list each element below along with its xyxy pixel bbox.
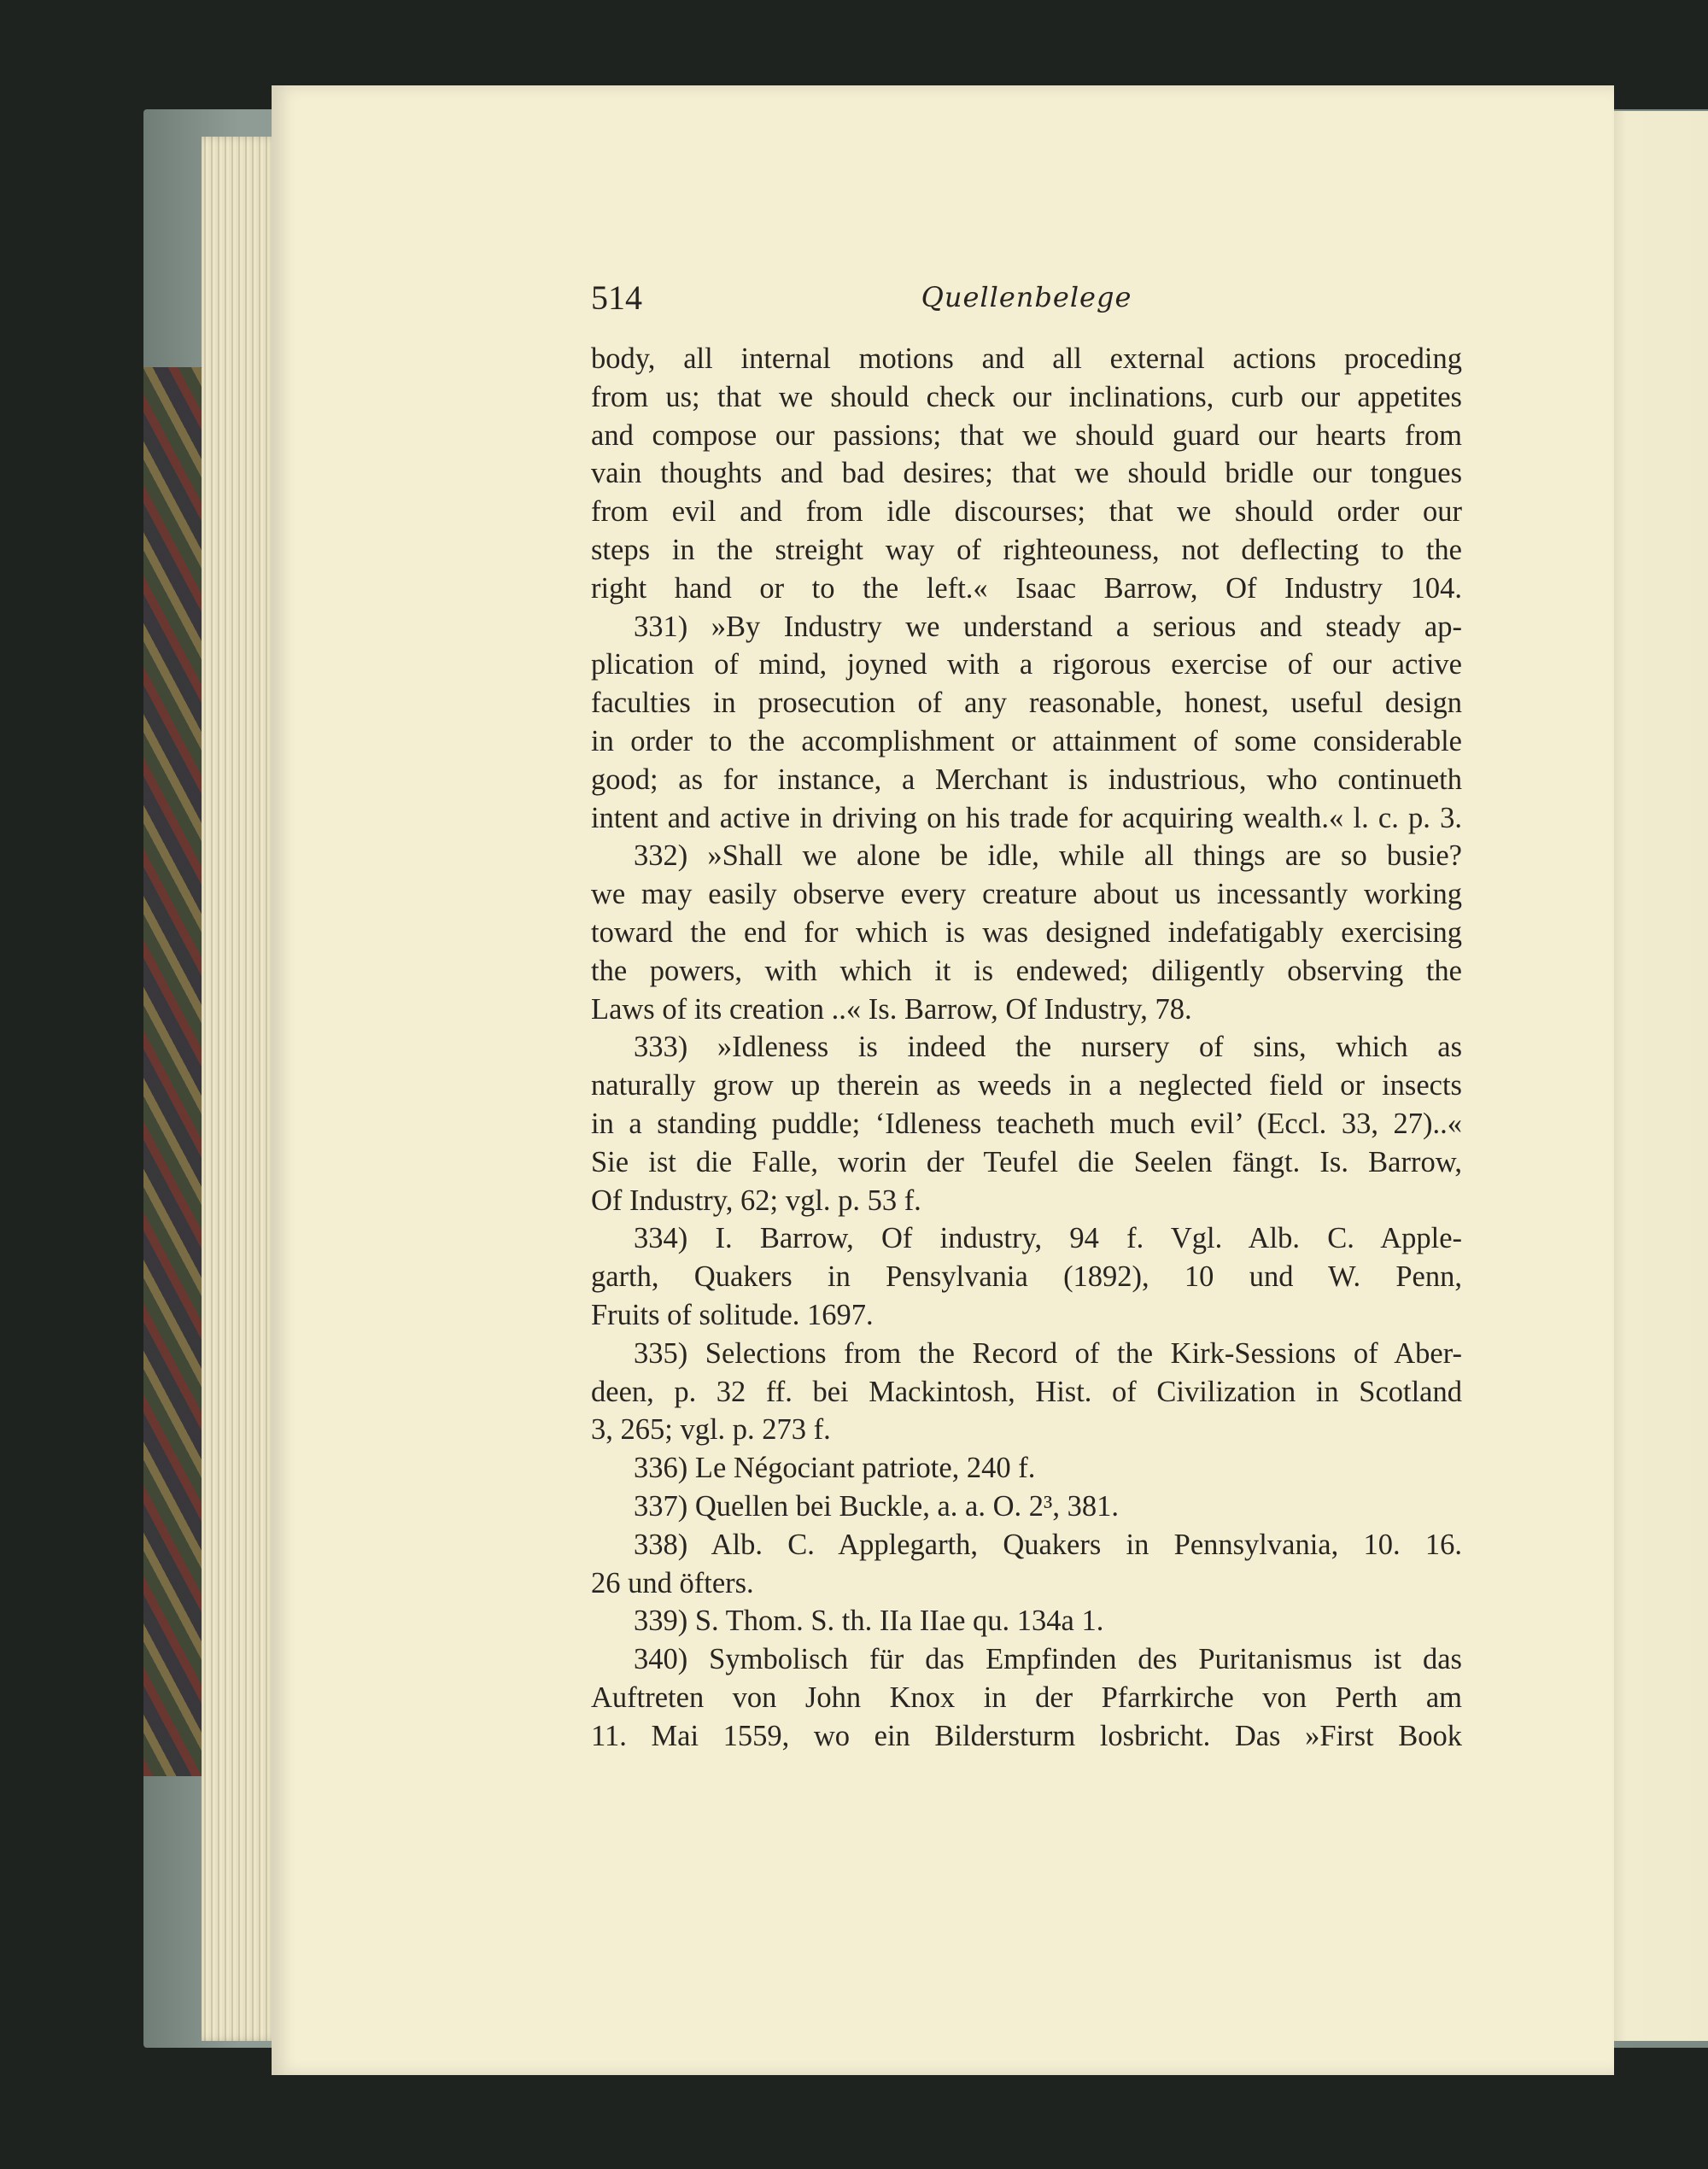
text-line: Of Industry, 62; vgl. p. 53 f. bbox=[591, 1184, 921, 1217]
text-line: body, all internal motions and all external actions proceding bbox=[591, 342, 1462, 375]
text-line: toward the end for which is was designed indefatigably exercising bbox=[591, 915, 1462, 949]
text-line: 331) »By Industry we understand a serious and steady ap- bbox=[634, 610, 1462, 643]
text-line: in a standing puddle; ‘Idleness teacheth much evil’ (Eccl. 33, 27)..« bbox=[591, 1107, 1462, 1140]
text-line: 11. Mai 1559, wo ein Bildersturm losbricht. Das »First Book bbox=[591, 1719, 1462, 1752]
facing-page-edge bbox=[1606, 111, 1708, 2041]
marbled-edge bbox=[143, 367, 208, 1776]
text-line: 336) Le Négociant patriote, 240 f. bbox=[634, 1452, 1036, 1485]
page-header bbox=[591, 278, 1462, 320]
text-line: 340) Symbolisch für das Empfinden des Puritanismus ist das bbox=[634, 1643, 1462, 1676]
text-line: Laws of its creation ..« Is. Barrow, Of Industry, 78. bbox=[591, 992, 1192, 1026]
text-line: Auftreten von John Knox in der Pfarrkirche von Perth am bbox=[591, 1681, 1462, 1714]
text-line: 332) »Shall we alone be idle, while all things are so busie? bbox=[634, 839, 1462, 873]
text-line: intent and active in driving on his trade for acquiring wealth.« l. c. p. 3. bbox=[591, 801, 1462, 834]
text-line: 333) »Idleness is indeed the nursery of sins, which as bbox=[634, 1031, 1462, 1064]
text-line: plication of mind, joyned with a rigorous exercise of our active bbox=[591, 648, 1462, 681]
text-line: 334) I. Barrow, Of industry, 94 f. Vgl. Alb. C. Apple- bbox=[634, 1222, 1462, 1255]
text-line: Fruits of solitude. 1697. bbox=[591, 1298, 874, 1331]
text-line: faculties in prosecution of any reasonable, honest, useful design bbox=[591, 687, 1462, 720]
text-line: the powers, with which it is endewed; diligently observing the bbox=[591, 954, 1462, 987]
text-line: 26 und öfters. bbox=[591, 1566, 754, 1599]
text-line: we may easily observe every creature about us incessantly working bbox=[591, 878, 1462, 911]
text-line: in order to the accomplishment or attainment of some considerable bbox=[591, 724, 1462, 757]
text-line: right hand or to the left.« Isaac Barrow, Of Industry 104. bbox=[591, 571, 1462, 605]
page-number: 514 bbox=[591, 278, 642, 317]
text-line: garth, Quakers in Pensylvania (1892), 10 und W. Penn, bbox=[591, 1260, 1462, 1294]
text-line: and compose our passions; that we should guard our hearts from bbox=[591, 418, 1462, 452]
text-line: deen, p. 32 ff. bei Mackintosh, Hist. of Civilization in Scotland bbox=[591, 1375, 1462, 1408]
text-line: 335) Selections from the Record of the Kirk-Sessions of Aber- bbox=[634, 1336, 1462, 1370]
text-line: from us; that we should check our inclinations, curb our appetites bbox=[591, 380, 1462, 413]
text-line: 339) S. Thom. S. th. IIa IIae qu. 134a 1. bbox=[634, 1605, 1104, 1638]
text-line: good; as for instance, a Merchant is industrious, who continueth bbox=[591, 763, 1462, 796]
text-line: steps in the streight way of righteouness, not deflecting to the bbox=[591, 533, 1462, 566]
text-line: vain thoughts and bad desires; that we should bridle our tongues bbox=[591, 457, 1462, 490]
running-title: Quellenbelege bbox=[921, 281, 1132, 313]
page-edges bbox=[202, 137, 278, 2041]
text-line: 338) Alb. C. Applegarth, Quakers in Pennsylvania, 10. 16. bbox=[634, 1528, 1462, 1561]
text-line: Sie ist die Falle, worin der Teufel die Seelen fängt. Is. Barrow, bbox=[591, 1145, 1462, 1178]
text-line: from evil and from idle discourses; that we should order our bbox=[591, 495, 1462, 529]
body-text bbox=[591, 340, 1462, 1755]
text-line: 3, 265; vgl. p. 273 f. bbox=[591, 1413, 831, 1447]
text-line: 337) Quellen bei Buckle, a. a. O. 2³, 381. bbox=[634, 1489, 1119, 1523]
text-line: naturally grow up therein as weeds in a neglected field or insects bbox=[591, 1069, 1462, 1102]
